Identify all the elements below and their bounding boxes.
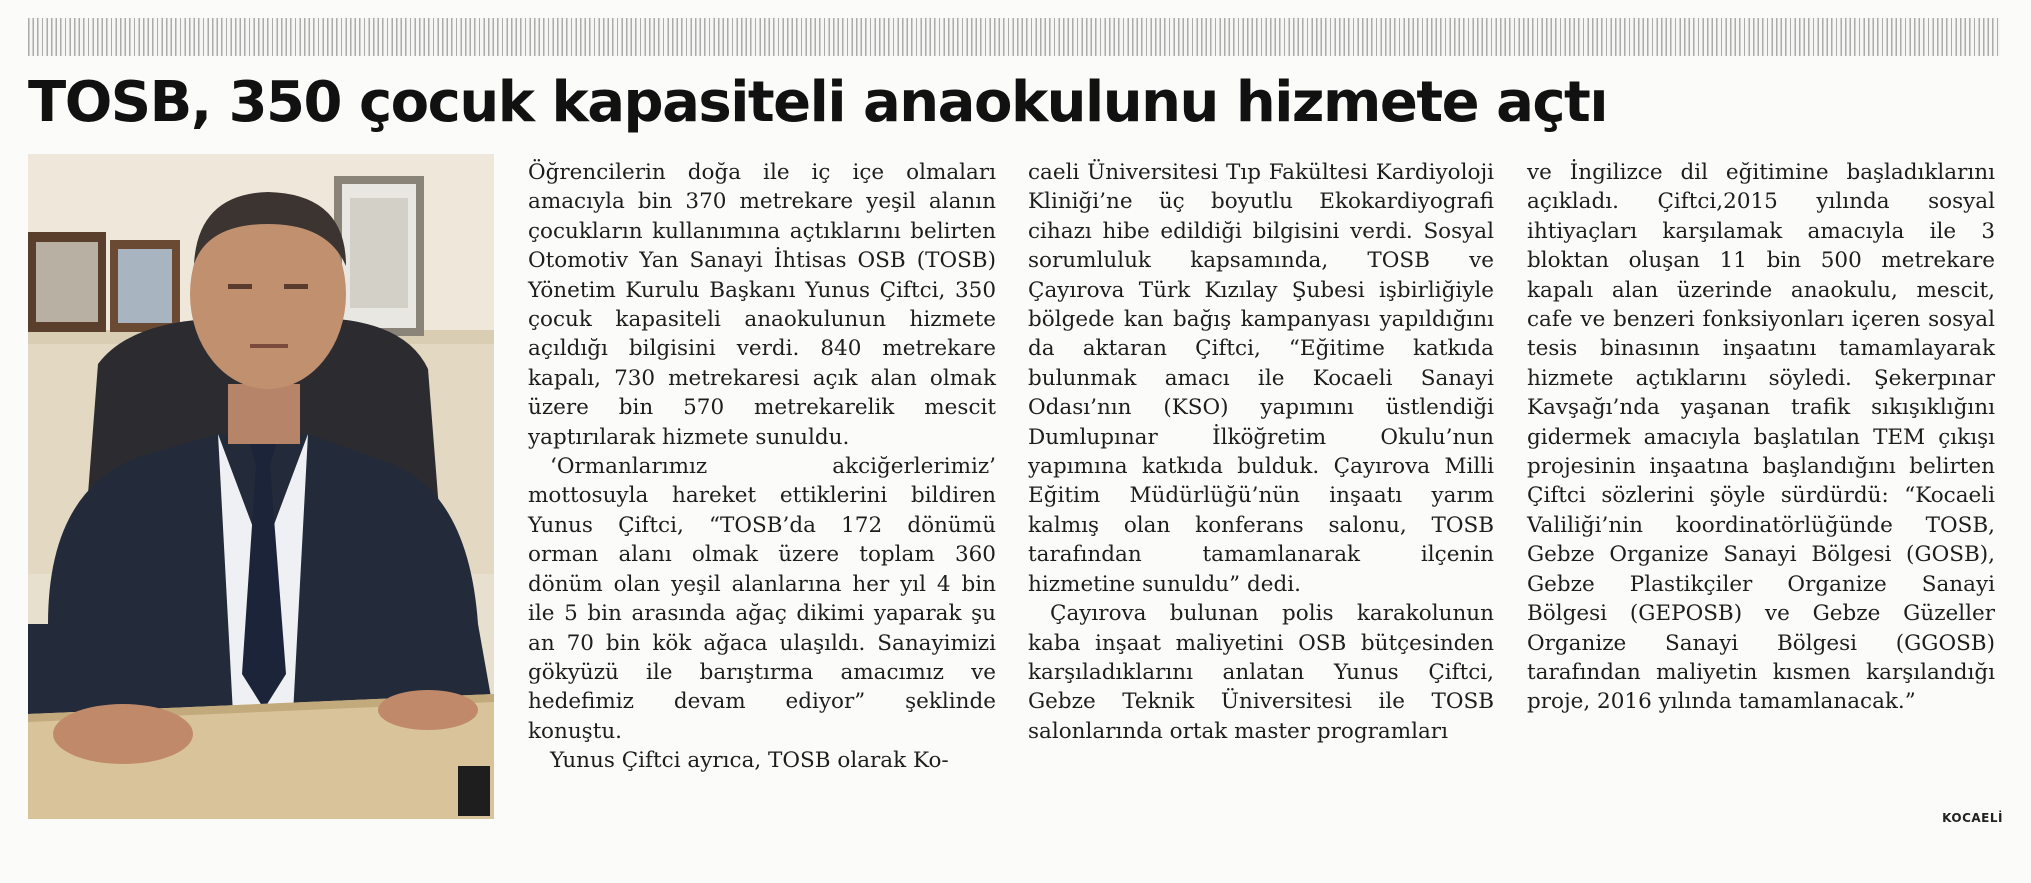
article-photo xyxy=(28,154,494,819)
top-barcode-strip xyxy=(28,18,2000,56)
column-1-paragraph-1: Öğrencilerin doğa ile iç içe olmaları amacıyla bin 370 metrekare yeşil alanın çocukların kullanımına açtıklarını belirten Otomotiv Yan Sanayi İhtisas OSB (TOSB) Yönetim Kurulu Başkanı Yunus Çiftci, 350 çocuk kapasiteli anaokulunun hizmete açıldığı bilgisini verdi. 840 metrekare kapalı, 730 metrekaresi açık alan olmak üzere bin 570 metrekarelik mescit yaptırılarak hizmete sunuldu. xyxy=(528,160,996,450)
source-label: KOCAELİ xyxy=(1942,811,2003,825)
article-column-3 xyxy=(1527,158,1995,838)
column-2-paragraph-1: caeli Üniversitesi Tıp Fakültesi Kardiyoloji Kliniği’ne üç boyutlu Ekokardiyografi cihazı hibe edildiği bilgisini verdi. Sosyal sorumluluk kapsamında, TOSB ve Çayırova Türk Kızılay Şubesi işbirliğiyle bölgede kan bağış kampanyası yapıldığını da aktaran Çiftci, “Eğitime katkıda bulunmak amacı ile Kocaeli Sanayi Odası’nın (KSO) yapımını üstlendiği Dumlupınar İlköğretim Okulu’nun yapımına katkıda bulduk. Çayırova Milli Eğitim Müdürlüğü’nün inşaatı yarım kalmış olan konferans salonu, TOSB tarafından tamamlanarak ilçenin hizmetine sunuldu” dedi. xyxy=(1028,160,1494,597)
column-3-paragraph-1: ve İngilizce dil eğitimine başladıklarını açıkladı. Çiftci,2015 yılında sosyal ihtiyaçları karşılamak amacıyla ile 3 bloktan oluşan 11 bin 500 metrekare kapalı alan üzerinde anaokulu, mescit, cafe ve benzeri fonksiyonları içeren sosyal tesis binasının inşaatını tamamlayarak hizmete açtıklarını söyledi. Şekerpınar Kavşağı’nda yaşanan trafik sıkışıklığını gidermek amacıyla başlatılan TEM çıkışı projesinin inşaatına başlandığını belirten Çiftci sözlerini şöyle sürdürdü: “Kocaeli Valiliği’nin koordinatörlüğünde TOSB, Gebze Organize Sanayi Bölgesi (GOSB), Gebze Plastikçiler Organize Sanayi Bölgesi (GEPOSB) ve Gebze Güzeller Organize Sanayi Bölgesi (GGOSB) tarafından maliyetin kısmen karşılandığı proje, 2016 yılında tamamlanacak.” xyxy=(1527,160,1995,715)
article-column-1 xyxy=(528,158,996,838)
headline: TOSB, 350 çocuk kapasiteli anaokulunu hizmete açtı xyxy=(28,70,1608,135)
column-1-paragraph-2: ‘Ormanlarımız akciğerlerimiz’ mottosuyla hareket ettiklerini bildiren Yunus Çiftci, “TOSB’da 172 dönümü orman alanı olmak üzere toplam 360 dönüm olan yeşil alanlarına her yıl 4 bin ile 5 bin arasında ağaç dikimi yaparak şu an 70 bin kök ağaca ulaşıldı. Sanayimizi gökyüzü ile barıştırma amacımız ve hedefimiz devam ediyor” şeklinde konuştu. xyxy=(528,454,996,744)
article-column-2 xyxy=(1028,158,1494,838)
column-1-paragraph-3: Yunus Çiftci ayrıca, TOSB olarak Ko- xyxy=(550,748,949,774)
column-2-paragraph-2: Çayırova bulunan polis karakolunun kaba inşaat maliyetini OSB bütçesinden karşıladıklarını anlatan Yunus Çiftci, Gebze Teknik Üniversitesi ile TOSB salonlarında ortak master programları xyxy=(1028,601,1494,744)
